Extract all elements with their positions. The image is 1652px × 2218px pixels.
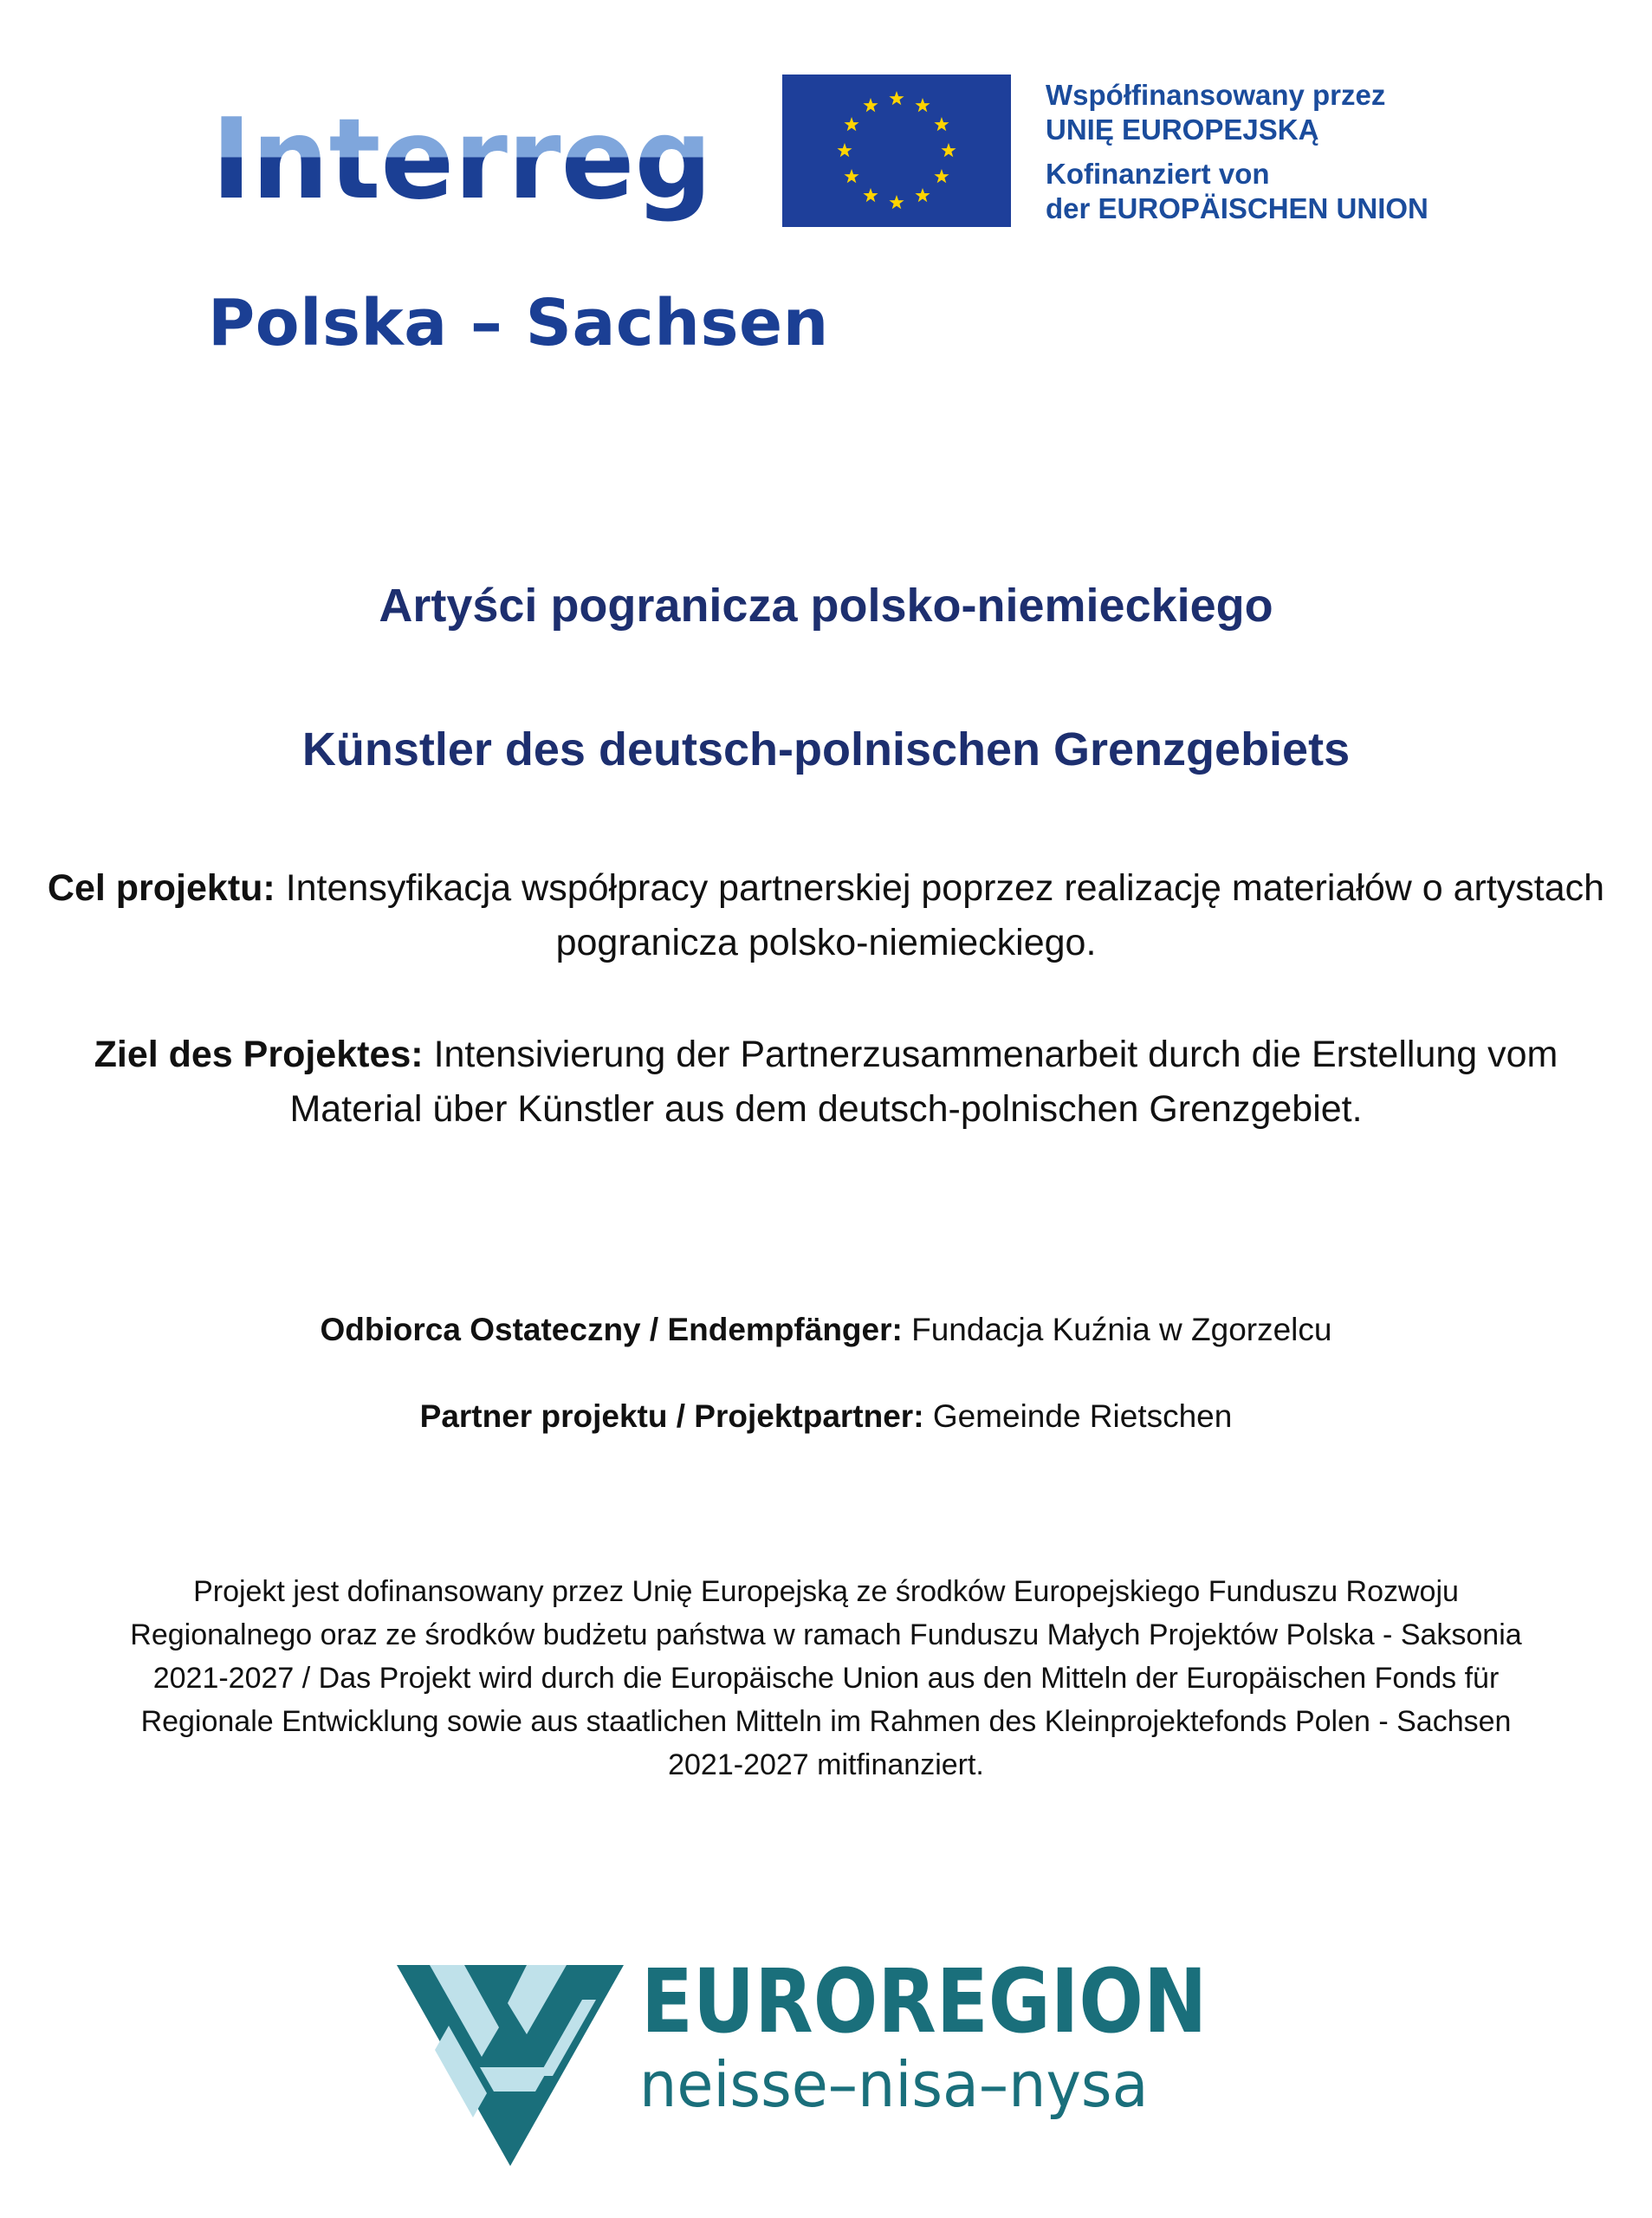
program-name: Polska – Sachsen [208,286,829,360]
recipient-label: Odbiorca Ostateczny / Endempfänger: [320,1312,903,1347]
cofunding-line-pl-2: UNIĘ EUROPEJSKĄ [1046,113,1319,146]
project-title-polish: Artyści pogranicza polsko-niemieckiego [379,580,1273,632]
interreg-logo [211,101,714,230]
cofunding-text [1046,78,1531,226]
euroregion-name: EUROREGION [641,1950,1208,2053]
project-goal-german [26,1028,1626,1137]
cofunding-line-de-1: Kofinanziert von [1046,158,1270,190]
partner-label: Partner projektu / Projektpartner: [419,1398,924,1434]
project-title-german: Künstler des deutsch-polnischen Grenzgebiets [301,723,1351,775]
project-partner [0,1398,1652,1435]
cofunding-line-pl-1: Współfinansowany przez [1046,79,1386,111]
goal-text-german: Intensivierung der Partnerzusammenarbeit durch die Erstellung vom Material über Künstler aus dem deutsch-polnischen Grenzgebiet. [289,1034,1558,1130]
partner-value: Gemeinde Rietschen [932,1398,1233,1434]
goal-label-polish: Cel projektu: [47,867,275,909]
goal-label-german: Ziel des Projektes: [94,1034,424,1075]
interreg-wordmark: Interreg [211,101,712,224]
recipient-value: Fundacja Kuźnia w Zgorzelcu [911,1312,1332,1347]
cofunding-line-de-2: der EUROPÄISCHEN UNION [1046,192,1428,224]
euroregion-triangle-icon [397,1965,624,2166]
project-goal-polish [26,861,1626,970]
goal-text-polish: Intensyfikacja współpracy partnerskiej poprzez realizację materiałów o artystach pogranicza polsko-niemieckiego. [285,867,1605,963]
euroregion-triangle-outer [397,1965,624,2166]
final-recipient [0,1312,1652,1348]
funding-note: Projekt jest dofinansowany przez Unię Europejską ze środków Europejskiego Funduszu Rozwoju Regionalnego oraz ze środków budżetu państwa w ramach Funduszu Małych Projektów Polska - Saksonia 2021-2027 / Das Projekt wird durch die Europäische Union aus den Mitteln der Europäischen Fonds für Regionale Entwicklung sowie aus staatlichen Mitteln im Rahmen des Kleinprojektefonds Polen - Sachsen 2021-2027 mitfinanziert. [130,1575,1522,1781]
euroregion-subtitle: neisse–nisa–nysa [639,2048,1149,2121]
eu-flag-icon [782,75,1011,227]
